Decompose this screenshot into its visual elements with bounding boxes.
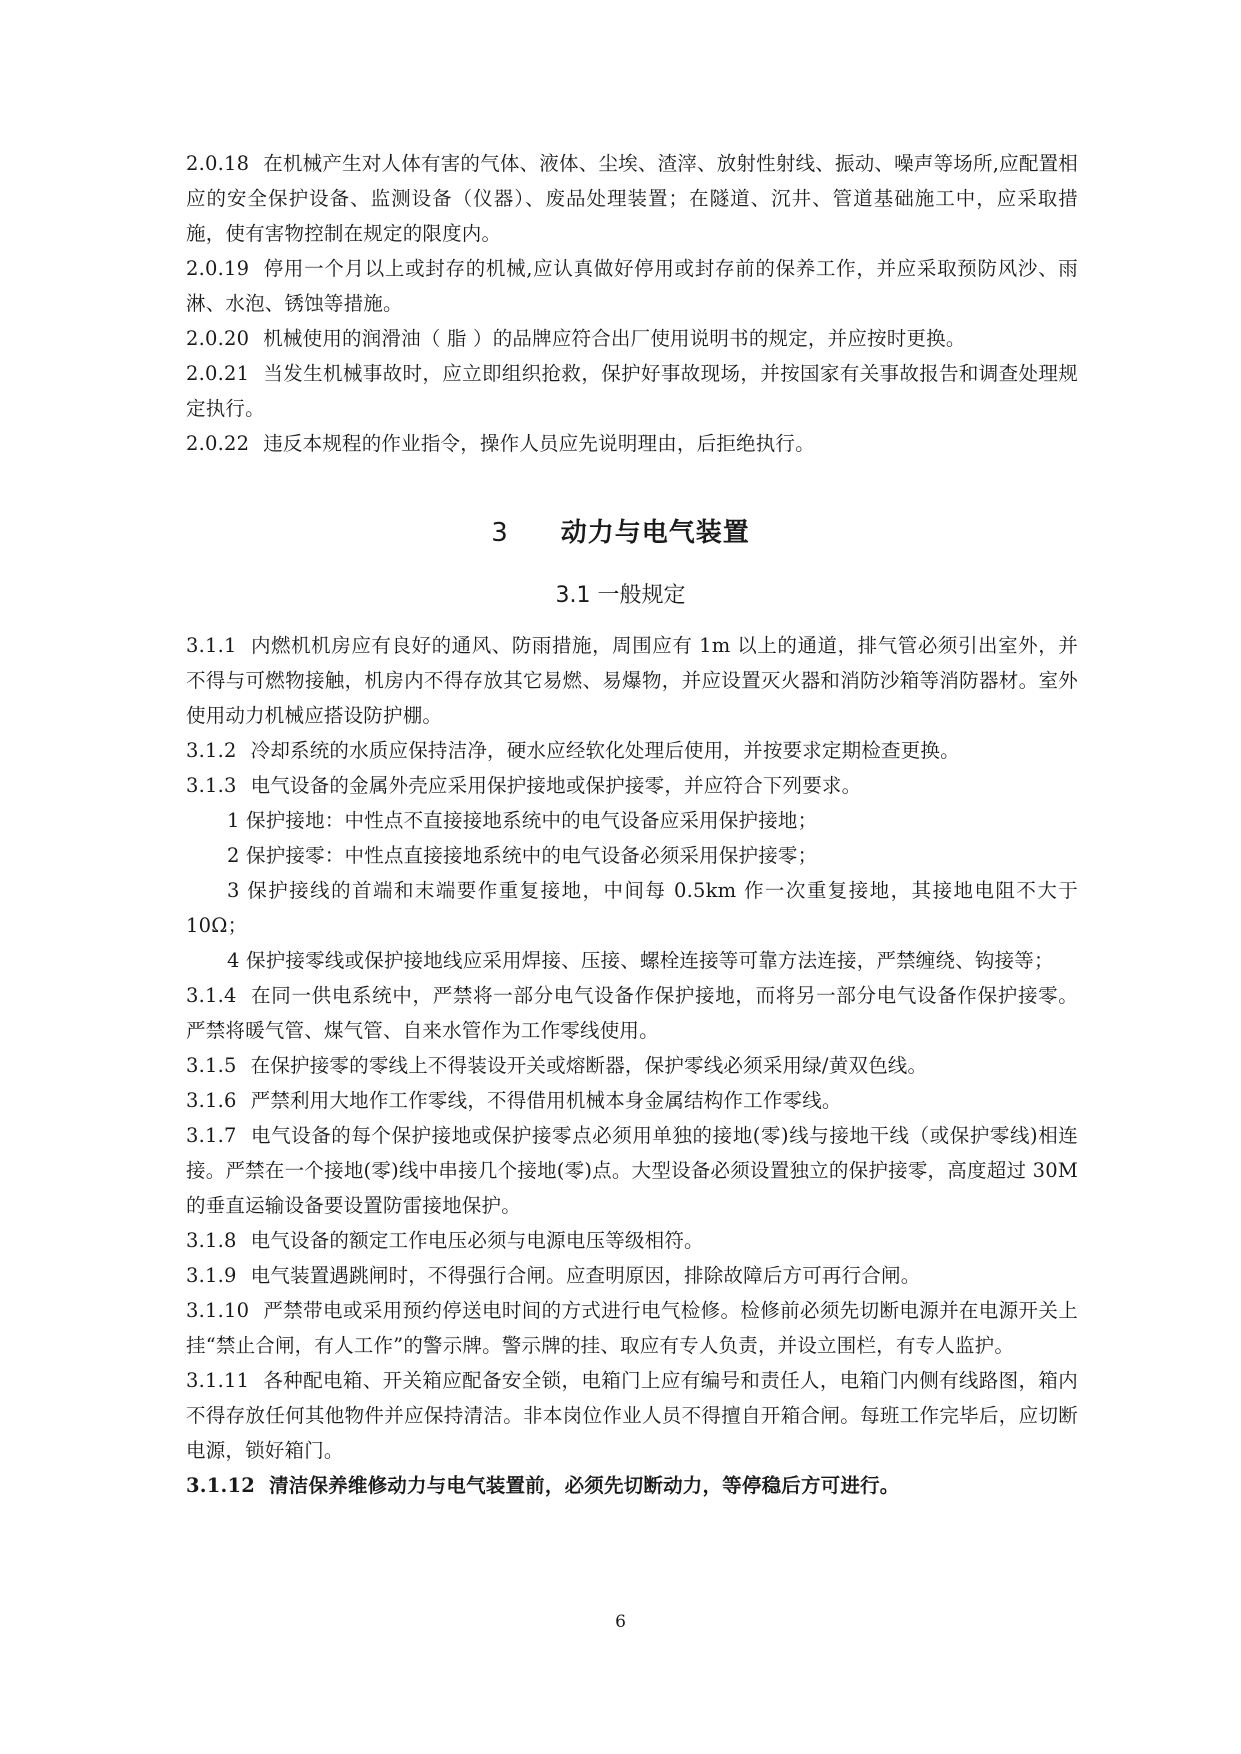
clause-text: 清洁保养维修动力与电气装置前，必须先切断动力，等停稳后方可进行。 (269, 1474, 900, 1497)
clause-number: 3.1.1 (186, 634, 237, 657)
clause-text: 冷却系统的水质应保持洁净，硬水应经软化处理后使用，并按要求定期检查更换。 (250, 739, 960, 762)
clause-3-1-1 (186, 628, 1078, 733)
clause-number: 3.1.8 (186, 1229, 237, 1252)
clause-3-1-6 (186, 1083, 1078, 1118)
clause-3-1-8 (186, 1223, 1078, 1258)
clause-2-0-20 (186, 321, 1078, 356)
clause-2-0-18 (186, 146, 1078, 251)
clause-2-0-21 (186, 356, 1078, 426)
clause-text: 在机械产生对人体有害的气体、液体、尘埃、渣滓、放射性射线、振动、噪声等场所,应配置相应的安全保护设备、监测设备（仪器）、废品处理装置；在隧道、沉井、管道基础施工中，应采取措施，使有害物控制在规定的限度内。 (186, 152, 1078, 245)
clause-number: 3.1.7 (186, 1124, 237, 1147)
clause-text: 内燃机机房应有良好的通风、防雨措施，周围应有 1m 以上的通道，排气管必须引出室外，并不得与可燃物接触，机房内不得存放其它易燃、易爆物，并应设置灭火器和消防沙箱等消防器材。室外使用动力机械应搭设防护棚。 (186, 634, 1078, 727)
clause-number: 2.0.21 (186, 362, 250, 385)
clause-number: 3.1.9 (186, 1264, 237, 1287)
clause-text: 机械使用的润滑油（ 脂 ）的品牌应符合出厂使用说明书的规定，并应按时更换。 (263, 327, 966, 350)
sub-item-2: 2 保护接零：中性点直接接地系统中的电气设备必须采用保护接零； (227, 844, 818, 867)
sub-item-4: 4 保护接零线或保护接地线应采用焊接、压接、螺栓连接等可靠方法连接，严禁缠绕、钩接等； (227, 949, 1054, 972)
clause-number: 3.1.5 (186, 1054, 237, 1077)
clause-text: 停用一个月以上或封存的机械,应认真做好停用或封存前的保养工作，并应采取预防风沙、雨淋、水泡、锈蚀等措施。 (186, 257, 1078, 315)
clause-number: 3.1.12 (186, 1474, 256, 1497)
clause-number: 2.0.18 (186, 152, 250, 175)
clause-number: 3.1.3 (186, 774, 237, 797)
clause-3-1-5 (186, 1048, 1078, 1083)
clause-number: 3.1.10 (186, 1299, 250, 1322)
clause-text: 当发生机械事故时，应立即组织抢救，保护好事故现场，并按国家有关事故报告和调查处理规定执行。 (186, 362, 1078, 420)
clause-text: 电气装置遇跳闸时，不得强行合闸。应查明原因，排除故障后方可再行合闸。 (250, 1264, 921, 1287)
clause-text: 电气设备的额定工作电压必须与电源电压等级相符。 (250, 1229, 704, 1252)
clause-3-1-10 (186, 1293, 1078, 1363)
clause-number: 3.1.11 (186, 1369, 250, 1392)
section-heading: 3.1 一般规定 (555, 583, 686, 608)
clauses-3-1 (186, 628, 1078, 1503)
clause-number: 3.1.4 (186, 984, 237, 1007)
clause-2-0-19 (186, 251, 1078, 321)
clause-3-1-4 (186, 978, 1078, 1048)
sub-item-3: 3 保护接线的首端和末端要作重复接地，中间每 0.5km 作一次重复接地，其接地电阻不大于 10Ω； (186, 879, 1078, 937)
clause-3-1-2 (186, 733, 1078, 768)
chapter-heading (0, 512, 1241, 549)
clause-2-0-22 (186, 426, 1078, 461)
clause-text: 严禁利用大地作工作零线，不得借用机械本身金属结构作工作零线。 (250, 1089, 842, 1112)
page-number: 6 (615, 1612, 626, 1632)
clause-3-1-12 (186, 1468, 1078, 1503)
clause-number: 3.1.6 (186, 1089, 237, 1112)
chapter-title: 动力与电气装置 (560, 518, 750, 548)
clause-3-1-11 (186, 1363, 1078, 1468)
clause-3-1-3 (186, 768, 1078, 803)
clause-number: 2.0.20 (186, 327, 250, 350)
clause-number: 3.1.2 (186, 739, 237, 762)
chapter-number: 3 (491, 518, 509, 548)
clauses-2-0 (186, 146, 1078, 461)
clause-text: 严禁带电或采用预约停送电时间的方式进行电气检修。检修前必须先切断电源并在电源开关上挂“禁止合闸，有人工作”的警示牌。警示牌的挂、取应有专人负责，并设立围栏，有专人监护。 (186, 1299, 1078, 1357)
clause-text: 在同一供电系统中，严禁将一部分电气设备作保护接地，而将另一部分电气设备作保护接零。严禁将暖气管、煤气管、自来水管作为工作零线使用。 (186, 984, 1078, 1042)
clause-3-1-7 (186, 1118, 1078, 1223)
clause-text: 在保护接零的零线上不得装设开关或熔断器，保护零线必须采用绿/黄双色线。 (250, 1054, 928, 1077)
clause-text: 电气设备的金属外壳应采用保护接地或保护接零，并应符合下列要求。 (250, 774, 862, 797)
clause-text: 违反本规程的作业指令，操作人员应先说明理由，后拒绝执行。 (263, 432, 815, 455)
clause-3-1-9 (186, 1258, 1078, 1293)
clause-number: 2.0.19 (186, 257, 250, 280)
sub-item-1: 1 保护接地：中性点不直接接地系统中的电气设备应采用保护接地； (227, 809, 818, 832)
clause-number: 2.0.22 (186, 432, 250, 455)
clause-text: 电气设备的每个保护接地或保护接零点必须用单独的接地(零)线与接地干线（或保护零线)相连接。严禁在一个接地(零)线中串接几个接地(零)点。大型设备必须设置独立的保护接零，高度超过 30M 的垂直运输设备要设置防雷接地保护。 (186, 1124, 1078, 1217)
clause-text: 各种配电箱、开关箱应配备安全锁，电箱门上应有编号和责任人，电箱门内侧有线路图，箱内不得存放任何其他物件并应保持清洁。非本岗位作业人员不得擅自开箱合闸。每班工作完毕后，应切断电源，锁好箱门。 (186, 1369, 1078, 1462)
